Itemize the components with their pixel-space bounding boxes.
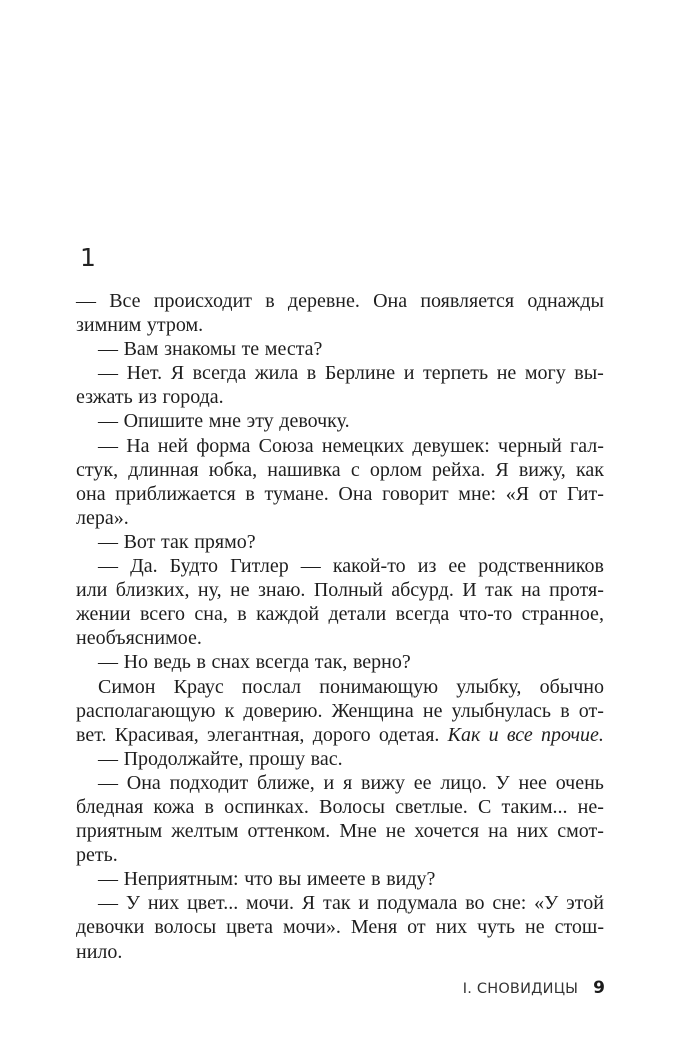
word: цвета bbox=[226, 916, 273, 939]
word: длинная bbox=[128, 458, 199, 481]
text-line bbox=[76, 626, 604, 650]
word: — bbox=[98, 555, 118, 578]
word: не bbox=[385, 820, 406, 843]
word: в bbox=[196, 651, 206, 674]
word: не bbox=[524, 916, 545, 939]
word: вы- bbox=[574, 362, 604, 385]
text-line bbox=[76, 819, 604, 843]
word: в bbox=[265, 290, 275, 312]
word: кожа bbox=[153, 795, 195, 818]
word: Союза bbox=[258, 434, 314, 457]
word: светлые. bbox=[395, 795, 468, 818]
text-line bbox=[76, 843, 604, 867]
text-line bbox=[76, 313, 604, 337]
word: верно? bbox=[352, 651, 411, 674]
word: этой bbox=[566, 892, 604, 915]
word: черный bbox=[498, 434, 562, 457]
text-line bbox=[76, 723, 604, 747]
word: Гитлер bbox=[230, 555, 289, 578]
word: доверию. bbox=[243, 699, 323, 722]
word: сне: bbox=[492, 892, 527, 915]
word: девушек: bbox=[412, 434, 490, 457]
word: понимающую bbox=[319, 675, 439, 698]
word: и bbox=[488, 723, 499, 746]
word: от bbox=[407, 916, 426, 939]
word: гал- bbox=[570, 434, 604, 457]
word: Я bbox=[495, 458, 509, 481]
text-line bbox=[76, 434, 604, 458]
word: лицо. bbox=[440, 771, 487, 794]
word: прошу bbox=[248, 747, 306, 770]
word: стош- bbox=[554, 916, 604, 939]
word: них bbox=[516, 820, 549, 843]
word: терпеть bbox=[423, 362, 489, 385]
word: происходит bbox=[153, 290, 253, 312]
word: На bbox=[126, 434, 150, 457]
text-line bbox=[76, 602, 604, 626]
word: с bbox=[350, 458, 360, 481]
word: «У bbox=[534, 892, 559, 915]
word: необъяснимое. bbox=[76, 627, 202, 650]
word: нее bbox=[518, 771, 547, 794]
word: Краус bbox=[173, 675, 224, 698]
chapter-number: 1 bbox=[80, 243, 96, 272]
word: Продолжайте, bbox=[123, 747, 244, 770]
word: Но bbox=[123, 651, 149, 674]
word: орлом bbox=[369, 458, 422, 481]
word: С bbox=[478, 795, 492, 818]
word: ее bbox=[413, 771, 432, 794]
word: мне: bbox=[458, 482, 497, 505]
word: мочи». bbox=[282, 916, 341, 939]
word: одетая. bbox=[378, 723, 440, 746]
word: — bbox=[98, 868, 118, 891]
word: — bbox=[98, 338, 118, 361]
word: города. bbox=[162, 386, 224, 409]
word: вас. bbox=[310, 747, 343, 770]
word: сна, bbox=[194, 603, 228, 626]
word: имеете bbox=[306, 868, 366, 891]
word: вет. bbox=[76, 723, 107, 746]
word: желтым bbox=[171, 820, 239, 843]
word: снах bbox=[211, 651, 250, 674]
word: родственников bbox=[478, 555, 604, 578]
word: всего bbox=[139, 603, 185, 626]
word: зимним bbox=[76, 314, 142, 337]
text-line bbox=[76, 289, 604, 313]
text-line bbox=[76, 867, 604, 891]
text-line bbox=[76, 650, 604, 674]
word: Я bbox=[170, 362, 185, 385]
word: она bbox=[76, 482, 106, 505]
word: располагающую bbox=[76, 699, 216, 722]
word: Симон bbox=[98, 675, 156, 698]
word: девочки bbox=[76, 916, 145, 939]
word: на bbox=[521, 579, 541, 602]
word: И bbox=[462, 579, 477, 602]
word: и bbox=[323, 771, 335, 794]
word: из bbox=[417, 555, 437, 578]
text-line bbox=[76, 506, 604, 530]
word: — bbox=[98, 771, 118, 794]
word: улыбку, bbox=[456, 675, 522, 698]
word: подумала bbox=[376, 892, 458, 915]
word: однажды bbox=[527, 290, 604, 312]
word: могу bbox=[524, 362, 566, 385]
word: и bbox=[403, 362, 415, 385]
word: Вот bbox=[123, 530, 156, 553]
word: форма bbox=[196, 434, 251, 457]
word: так bbox=[322, 892, 351, 915]
word: нило. bbox=[76, 940, 123, 963]
word: какой-то bbox=[332, 555, 406, 578]
word: езжать bbox=[76, 386, 133, 409]
word: так bbox=[485, 579, 513, 602]
word: — bbox=[98, 892, 118, 915]
word: Неприятным: bbox=[123, 868, 239, 891]
word: к bbox=[224, 699, 235, 722]
word: подходит bbox=[169, 771, 249, 794]
word: ведь bbox=[153, 651, 191, 674]
word: ну, bbox=[197, 579, 222, 602]
word: во bbox=[465, 892, 485, 915]
text-line bbox=[76, 771, 604, 795]
word: в bbox=[245, 482, 255, 505]
word: У bbox=[495, 771, 510, 794]
word: «Я bbox=[505, 482, 530, 505]
text-line bbox=[76, 747, 604, 771]
word: всегда bbox=[395, 603, 450, 626]
word: Она bbox=[373, 290, 408, 312]
word: Меня bbox=[350, 916, 398, 939]
word: — bbox=[98, 362, 118, 385]
word: Вам bbox=[123, 338, 159, 361]
text-line bbox=[76, 530, 604, 554]
word: Опишите bbox=[123, 410, 204, 433]
word: деревне. bbox=[287, 290, 360, 312]
word: абсурд. bbox=[391, 579, 454, 602]
word: лера». bbox=[76, 506, 129, 529]
word: Волосы bbox=[319, 795, 385, 818]
word: — bbox=[98, 434, 118, 457]
word: как bbox=[575, 458, 604, 481]
word: что bbox=[244, 868, 273, 891]
word: жила bbox=[254, 362, 299, 385]
text-line bbox=[76, 482, 604, 506]
word: в bbox=[371, 868, 381, 891]
word: таким... bbox=[501, 795, 568, 818]
word: Все bbox=[109, 290, 141, 312]
running-footer bbox=[0, 980, 605, 997]
word: приближается bbox=[115, 482, 236, 505]
word: тумане. bbox=[264, 482, 329, 505]
body-text bbox=[76, 289, 604, 964]
text-line bbox=[76, 554, 604, 578]
word: Женщина bbox=[331, 699, 414, 722]
word: детали bbox=[328, 603, 387, 626]
word: юбка, bbox=[208, 458, 258, 481]
word: не bbox=[496, 362, 517, 385]
word: все bbox=[506, 723, 533, 746]
word: всегда bbox=[255, 651, 310, 674]
page-number: 9 bbox=[593, 978, 605, 998]
text-line bbox=[76, 385, 604, 409]
word: не bbox=[230, 579, 250, 602]
word: ней bbox=[157, 434, 189, 457]
text-line bbox=[76, 578, 604, 602]
word: — bbox=[300, 555, 321, 578]
word: элегантная, bbox=[207, 723, 305, 746]
word: что-то bbox=[458, 603, 513, 626]
word: я bbox=[343, 771, 353, 794]
word: Нет. bbox=[126, 362, 163, 385]
word: Будто bbox=[169, 555, 219, 578]
word: оттенком. bbox=[247, 820, 331, 843]
word: реть. bbox=[76, 844, 118, 867]
word: не- bbox=[577, 795, 604, 818]
running-footer-section-title: I. СНОВИДИЦЫ bbox=[462, 981, 579, 997]
word: вижу, bbox=[518, 458, 566, 481]
word: волосы bbox=[154, 916, 217, 939]
word: всегда bbox=[192, 362, 247, 385]
text-line bbox=[76, 361, 604, 385]
word: каждой bbox=[256, 603, 320, 626]
word: говорит bbox=[382, 482, 449, 505]
word: Берлине bbox=[324, 362, 396, 385]
word: чуть bbox=[477, 916, 515, 939]
word: Гит- bbox=[566, 482, 604, 505]
word: дорого bbox=[312, 723, 371, 746]
word: не bbox=[422, 699, 443, 722]
word: Я bbox=[301, 892, 316, 915]
word: знакомы bbox=[164, 338, 236, 361]
word: — bbox=[98, 530, 118, 553]
word: появляется bbox=[420, 290, 515, 312]
word: смот- bbox=[557, 820, 604, 843]
word: них bbox=[147, 892, 180, 915]
word: от bbox=[538, 482, 558, 505]
text-line bbox=[76, 458, 604, 482]
word: из bbox=[138, 386, 157, 409]
word: обычно bbox=[539, 675, 604, 698]
word: от- bbox=[578, 699, 604, 722]
word: приятным bbox=[76, 820, 163, 843]
word: так, bbox=[314, 651, 348, 674]
word: них bbox=[435, 916, 468, 939]
word: Да. bbox=[130, 555, 158, 578]
word: послал bbox=[241, 675, 302, 698]
word: прочие. bbox=[541, 723, 604, 746]
word: рейха. bbox=[432, 458, 486, 481]
word: на bbox=[488, 820, 508, 843]
word: — bbox=[98, 651, 118, 674]
word: нашивка bbox=[267, 458, 341, 481]
word: стук, bbox=[76, 458, 119, 481]
word: Она bbox=[338, 482, 373, 505]
text-line bbox=[76, 795, 604, 819]
word: Красивая, bbox=[114, 723, 199, 746]
word: или bbox=[76, 579, 108, 602]
word: Мне bbox=[339, 820, 377, 843]
word: очень bbox=[555, 771, 604, 794]
word: близких, bbox=[115, 579, 190, 602]
word: немецких bbox=[321, 434, 405, 457]
word: ближе, bbox=[256, 771, 315, 794]
word: виду? bbox=[386, 868, 436, 891]
word: в bbox=[306, 362, 317, 385]
word: мне bbox=[208, 410, 242, 433]
text-line bbox=[76, 699, 604, 723]
text-line bbox=[76, 915, 604, 939]
word: протя- bbox=[549, 579, 604, 602]
word: и bbox=[358, 892, 370, 915]
word: прямо? bbox=[194, 530, 256, 553]
word: места? bbox=[264, 338, 323, 361]
text-line bbox=[76, 940, 604, 964]
word: Она bbox=[126, 771, 161, 794]
word: вижу bbox=[361, 771, 405, 794]
text-line bbox=[76, 409, 604, 433]
word: У bbox=[125, 892, 140, 915]
word: цвет... bbox=[187, 892, 239, 915]
word: хочется bbox=[414, 820, 480, 843]
word: бледная bbox=[76, 795, 144, 818]
word: ее bbox=[448, 555, 467, 578]
word: Полный bbox=[313, 579, 383, 602]
word: — bbox=[98, 747, 118, 770]
word: в bbox=[237, 603, 247, 626]
word: так bbox=[161, 530, 189, 553]
word: оспинках. bbox=[224, 795, 309, 818]
word: Как bbox=[447, 723, 481, 746]
text-line bbox=[76, 891, 604, 915]
word: знаю. bbox=[258, 579, 306, 602]
text-line bbox=[76, 675, 604, 699]
word: странное, bbox=[521, 603, 604, 626]
word: мочи. bbox=[246, 892, 294, 915]
word: те bbox=[241, 338, 260, 361]
word: в bbox=[204, 795, 214, 818]
word: девочку. bbox=[279, 410, 350, 433]
text-line bbox=[76, 337, 604, 361]
word: вы bbox=[278, 868, 302, 891]
word: утром. bbox=[146, 314, 204, 337]
word: в bbox=[560, 699, 570, 722]
word: — bbox=[98, 410, 118, 433]
word: улыбнулась bbox=[451, 699, 552, 722]
word: жении bbox=[76, 603, 131, 626]
word: эту bbox=[246, 410, 274, 433]
word: — bbox=[76, 290, 96, 312]
